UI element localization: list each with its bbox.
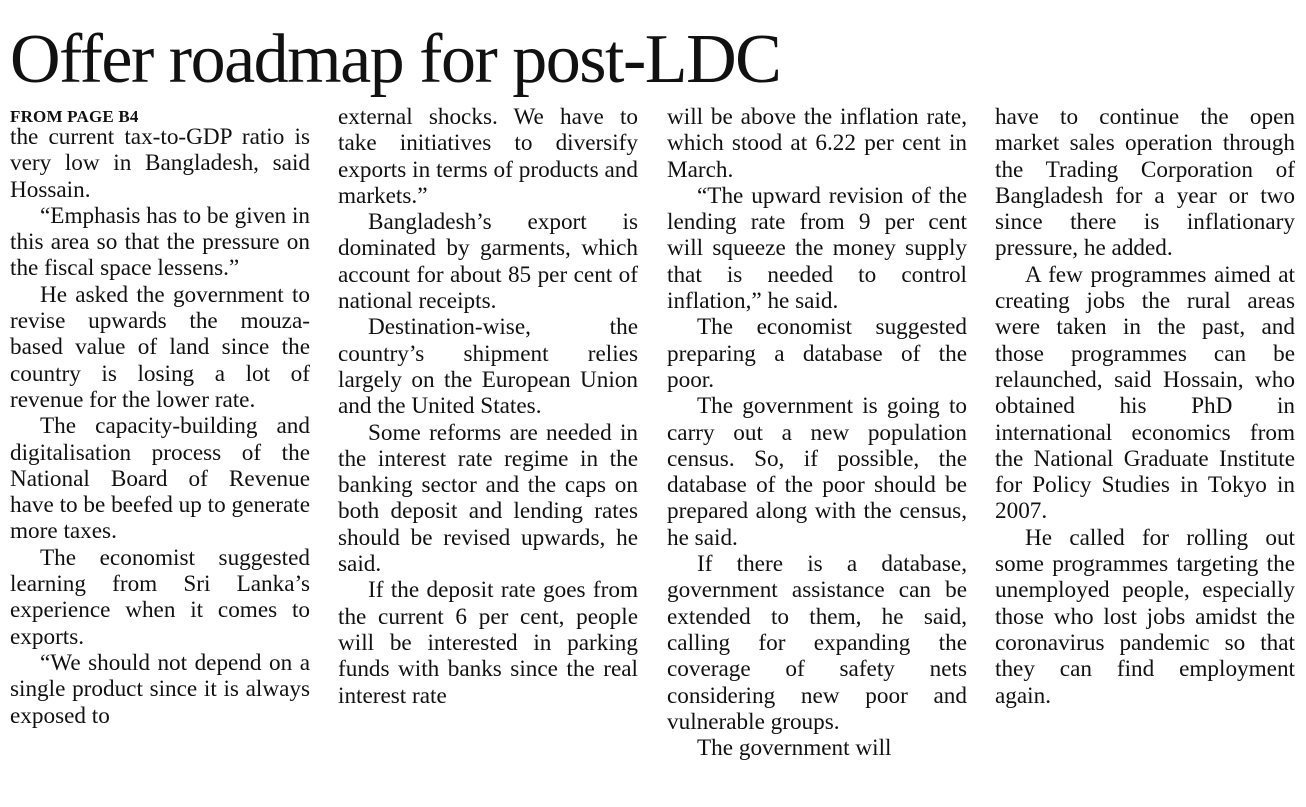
article-paragraph: will be above the inflation rate, which stood at 6.22 per cent in March. bbox=[667, 104, 967, 183]
article-column-4 bbox=[995, 104, 1295, 709]
article-paragraph: “The upward revision of the lending rate from 9 per cent will squeeze the money supply that is needed to control inflation,” he said. bbox=[667, 182, 967, 315]
article-paragraph: If the deposit rate goes from the current 6 per cent, people will be interested in parking funds with banks since the real interest rate bbox=[338, 577, 638, 709]
article-paragraph: “Emphasis has to be given in this area so that the pressure on the fiscal space lessens.” bbox=[10, 202, 310, 282]
article-paragraph: have to continue the open market sales operation through the Trading Corporation of Bangladesh for a year or two since there is inflationary pressure, he added. bbox=[995, 104, 1295, 262]
article-paragraph: He called for rolling out some programmes targeting the unemployed people, especially those who lost jobs amidst the coronavirus pandemic so that they can find employment again. bbox=[995, 524, 1295, 709]
article-paragraph: The economist suggested learning from Sri Lanka’s experience when it comes to exports. bbox=[10, 544, 310, 650]
article-column-3 bbox=[667, 104, 967, 761]
article-paragraph: external shocks. We have to take initiatives to diversify exports in terms of products and markets.” bbox=[338, 104, 638, 209]
article-paragraph: Bangladesh’s export is dominated by garments, which account for about 85 per cent of national receipts. bbox=[338, 209, 638, 315]
article-paragraph: The capacity-building and digitalisation process of the National Board of Revenue have to be beefed up to generate more taxes. bbox=[10, 413, 310, 545]
article-paragraph: A few programmes aimed at creating jobs the rural areas were taken in the past, and those programmes can be relaunched, said Hossain, who obtained his PhD in international economics from the National Graduate Institute for Policy Studies in Tokyo in 2007. bbox=[995, 261, 1295, 525]
article-paragraph: Some reforms are needed in the interest rate regime in the banking sector and the caps on both deposit and lending rates should be revised upwards, he said. bbox=[338, 419, 638, 578]
article-paragraph: If there is a database, government assistance can be extended to them, he said, calling for expanding the coverage of safety nets considering new poor and vulnerable groups. bbox=[667, 551, 967, 735]
article-paragraph: The government is going to carry out a new population census. So, if possible, the database of the poor should be prepared along with the census, he said. bbox=[667, 393, 967, 551]
headline: Offer roadmap for post-LDC bbox=[10, 21, 781, 98]
article-body bbox=[10, 104, 1296, 804]
article-paragraph: The economist suggested preparing a database of the poor. bbox=[667, 314, 967, 393]
article-column-2 bbox=[338, 104, 638, 709]
article-paragraph: “We should not depend on a single product since it is always exposed to bbox=[10, 649, 310, 729]
article-paragraph: The government will bbox=[697, 735, 892, 762]
article-paragraph: He asked the government to revise upwards the mouza-based value of land since the country is losing a lot of revenue for the lower rate. bbox=[10, 281, 310, 413]
article-column-1 bbox=[10, 104, 310, 729]
article-paragraph: Destination-wise, the country’s shipment relies largely on the European Union and the United States. bbox=[338, 314, 638, 420]
jump-kicker: FROM PAGE B4 bbox=[10, 107, 139, 126]
article-paragraph: the current tax-to-GDP ratio is very low in Bangladesh, said Hossain. bbox=[10, 124, 310, 203]
